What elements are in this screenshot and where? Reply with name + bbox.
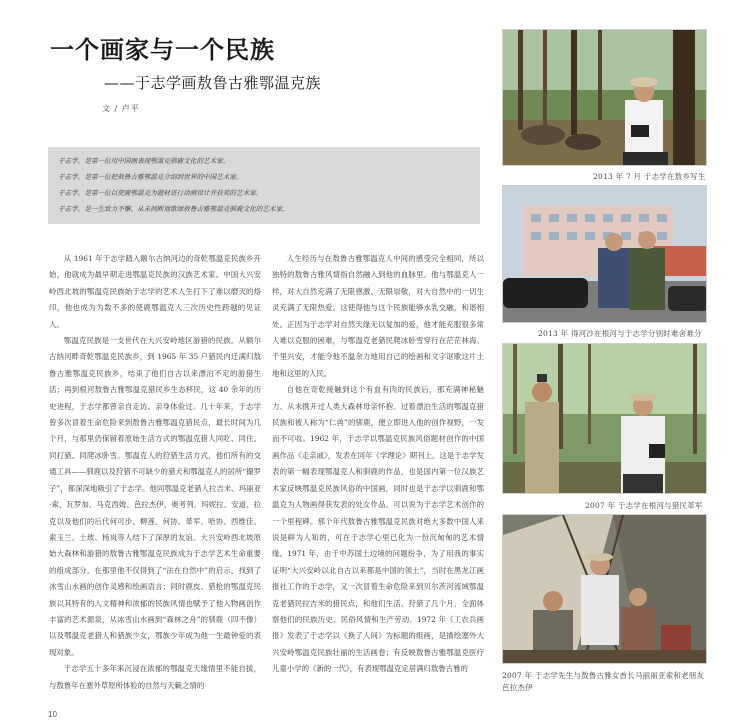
page-number: 10 <box>48 710 57 719</box>
summary-line: 于志学，是一生致力不懈、从未间断地歌颂敖鲁古雅鄂温克驯鹿文化的艺术家。 <box>58 205 289 213</box>
body-column-right <box>272 251 484 695</box>
photo-forest-hunter <box>502 343 707 494</box>
body-paragraph: 鄂温克民族是一支世代在大兴安岭地区游猎的民族。从额尔古纳河畔奇乾鄂温克民族乡，到 1965 年 35 户猎民内迁满归敖鲁古雅鄂温克民族乡，结束了他们自古以来漂泊不定的游猎生活；再到根河敖鲁古雅鄂温克猎民乡生态移民，这 40 余年的历史进程，于志学都曾亲自走访、亲身体验过。几十年来，于志学曾多次冒着生命危险来到敖鲁古雅鄂温克猎民点，最长时间为几个月，与那里仍保留着原始生活方式的鄂温克猎人同吃、同住、同打猎、同爬冰卧雪。鄂温克人的狩猎生活方式，他们所有的交通工具——驯鹿以及狩猎不可缺少的猎犬和鄂温克人的居所“撮罗子”，都深深地吸引了于志学。他同鄂温克老猎人拉吉米、玛丽亚·索、瓦罗加、马克西姆、芭拉杰伊、奥考列、玛妮拉、安道、拉克以及他们的后代何可步、柳莲、何协、革军、哈协、西维佳、索玉兰、土玻、杨岚等人结下了深厚的友谊。大兴安岭西北坡原始大森林和游猎的敖鲁古雅鄂温克民族成为于志学艺术生命重要的组成部分，在那里他不仅得到了“法在自然中”的启示，找到了冰雪山水画的创作灵感和绘画语言；同时鹿皮、猎枪的鄂温克民族以其特有的人文精神和浓郁的民族风情也赋予了他入物画创作丰富的艺术源泉，从冰雪山水画到“森林之舟”的驯鹿（四不像）以及鄂温克老猎人和猎族少女，鄂族少年成为他一生最钟爱的表现对象。 <box>49 336 261 657</box>
article-title: 一个画家与一个民族 <box>50 35 275 64</box>
photo-caption: 2013 年 得河沙在根河与于志学分别时难舍难分 <box>538 329 702 338</box>
photo-street-farewell <box>502 185 707 323</box>
body-paragraph: 人生经历与在敖鲁古雅鄂温克人中间的感受完全相同，所以独特的敖鲁古雅风情指自然融入到他的血脉里。他与鄂温克人一样，对大自然充满了无限感激、无限崇敬，对大自然中的一切生灵充满了无限热爱。这使得他与这个民族能够水乳交融，和谐相处。正因为于志学对自然天缘无以复加的爱，他才能充服很多常人难以克服的困难，与鄂温克老猎民爬冰卧雪穿行在茫茫林海、千里兴安，才能令他不温余力地用自己的绘画和文字讴歌这片土地和这里的人民。 <box>272 254 484 378</box>
photo-caption: 2013 年 7 月 于志学在敖乡写生 <box>593 172 706 181</box>
article-byline: 文 / 卢平 <box>102 104 140 113</box>
body-column-left <box>49 251 261 691</box>
summary-line: 于志学，是第一位用中国画表现鄂温克驯鹿文化的艺术家。 <box>58 157 230 165</box>
photo-caption: 2007 年 于志学先生与敖鲁古雅女酋长马丽丽亚索和老朋友芭拉杰伊 <box>502 671 705 692</box>
photo-tent-gathering <box>502 514 707 664</box>
summary-line: 于志学，是第一位把敖鲁古雅鄂温克介绍到世界的中国艺术家。 <box>58 173 243 181</box>
body-paragraph: 从 1961 年于志学踏入额尔古纳河边的奇乾鄂温克民族乡开始，他就成为最早期走进鄂温克民族的汉族艺术家。中国大兴安岭西北坡的鄂温克民族始于志学的艺术人生打下了难以磨灭的烙印，他也成为为数不多的使鹿鄂温克人三次历史性跨越的见证人。 <box>49 254 261 329</box>
photo-forest-reindeer <box>502 29 707 166</box>
summary-box <box>48 147 480 224</box>
article-subtitle: ——于志学画敖鲁古雅鄂温克族 <box>104 74 322 92</box>
photo-caption: 2007 年 于志学在根河与猎民革军 <box>585 501 703 510</box>
body-paragraph: 自他在奇乾接触到这个有血有肉的民族后，那充满神秘魅力、从未携开过人类大森林母亲怀抱、过着漂泊生活的鄂温克猎民族和被人称为“仁兽”的驯鹿，便立即进入他的创作视野，一发而不可收。1962 年，于志学以鄂温克民族风俗题材创作的中国画作品《走亲戚》，发表在同年《学理论》期刊上。这是于志学发表的第一幅表现鄂温克人和驯鹿的作品，也是国内第一位汉族艺术家反映鄂温克民族风俗的中国画，同时也是于志学以驯鹿和鄂温克为人物画得获发表的处女作品。可以说为于志学艺术创作的一个里程碑。那个年代敖鲁古雅鄂温克民族对绝大多数中国人来说是鲜为人知的，可在于志学心里已化为一份沉甸甸的艺术情缘。1971 年，由于中苏国土边境的问题纷争，为了用我的事实证明“大兴安岭以北自古以来都是中国的领土”，当时在黑龙江画报社工作的于志学，又一次冒着生命危险来到贝尔茨河流域鄂温克老猎民拉吉米的猎民点，和他们生活、狩猎了几个月，全面体察他们的民族历史、民俗风情和生产劳动。1972 年《工农兵画报》发表了于志学以《换了人间》为标题的组画，是描绘塞外大兴安岭鄂温克民族壮丽的生活画卷；有反映敖鲁古雅鄂温克医疗儿童小学的《新的一代》，有表现鄂温克定居满归敖鲁古雅的 <box>272 385 484 674</box>
body-paragraph: 于志学五十多年来沉浸在浓郁的鄂温克天缘情里不能自拔，与敖鲁年在塞外草原所体验的自然与天籁之情的 <box>49 664 261 690</box>
summary-line: 于志学，是第一位以使鹿鄂温克为题材进行动画设计并获奖的艺术家。 <box>58 189 263 197</box>
